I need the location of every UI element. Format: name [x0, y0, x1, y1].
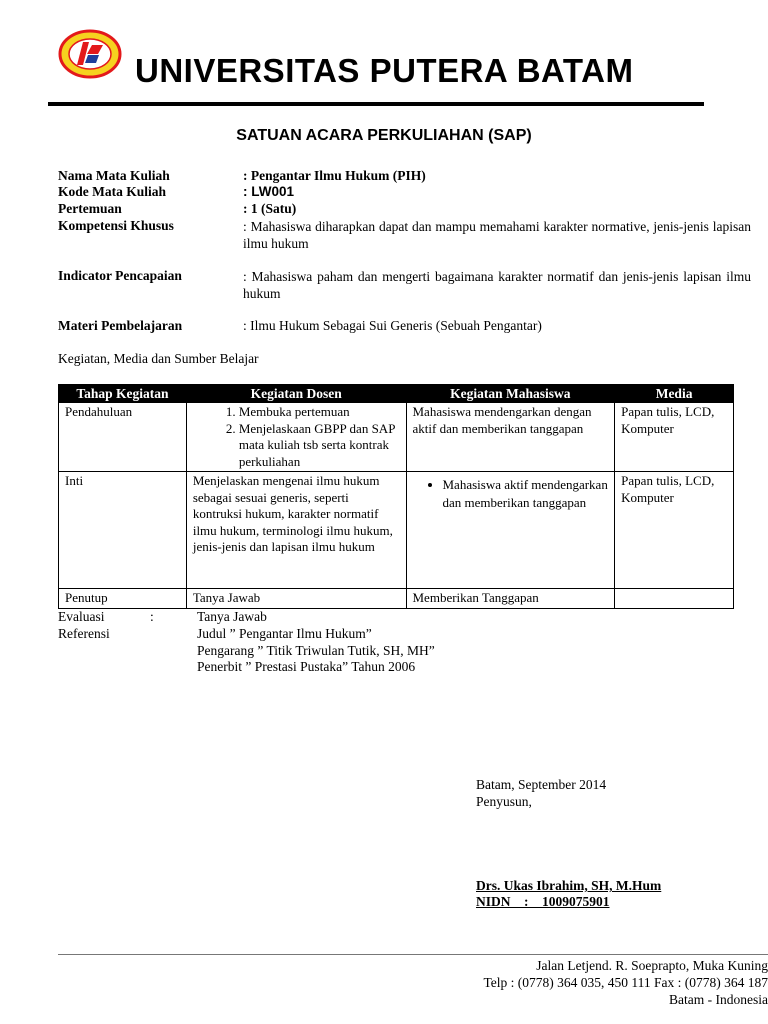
university-logo-icon [58, 28, 122, 80]
list-item: 1. Membuka pertemuan [239, 404, 400, 421]
signature-place-date: Batam, September 2014 [476, 777, 607, 792]
info-label-pertemuan: Pertemuan [58, 201, 122, 216]
referensi-pengarang: Pengarang ” Titik Triwulan Tutik, SH, MH” [197, 643, 435, 658]
info-value-indicator: : Mahasiswa paham dan mengerti bagaimana karakter normatif dan jenis-jenis lapisan ilmu hukum [243, 269, 751, 301]
referensi-judul: Judul ” Pengantar Ilmu Hukum” [197, 626, 372, 641]
header-dosen: Kegiatan Dosen [186, 385, 406, 403]
info-label-materi: Materi Pembelajaran [58, 318, 183, 333]
header-mahasiswa: Kegiatan Mahasiswa [406, 385, 615, 403]
footer-city: Batam - Indonesia [669, 992, 768, 1007]
table-row [59, 472, 734, 589]
header-divider [48, 102, 704, 106]
info-label-kode: Kode Mata Kuliah [58, 184, 167, 199]
referensi-penerbit: Penerbit ” Prestasi Pustaka” Tahun 2006 [197, 659, 416, 674]
document-title: SATUAN ACARA PERKULIAHAN (SAP) [236, 127, 532, 144]
cell-dosen: Tanya Jawab [186, 589, 406, 609]
section-title: Kegiatan, Media dan Sumber Belajar [58, 351, 259, 366]
info-value-kode: : LW001 [243, 184, 295, 199]
referensi-label: Referensi [58, 626, 110, 641]
signature-nidn: NIDN : 1009075901 [476, 894, 610, 909]
cell-tahap: Pendahuluan [59, 403, 187, 472]
evaluasi-value: Tanya Jawab [197, 609, 267, 624]
info-label-kompetensi: Kompetensi Khusus [58, 218, 174, 233]
signature-name: Drs. Ukas Ibrahim, SH, M.Hum [476, 878, 662, 893]
cell-mahasiswa [406, 472, 615, 589]
footer-address: Jalan Letjend. R. Soeprapto, Muka Kuning [536, 958, 768, 973]
info-value-materi: : Ilmu Hukum Sebagai Sui Generis (Sebuah Pengantar) [243, 318, 542, 333]
cell-mahasiswa: Memberikan Tanggapan [406, 589, 615, 609]
info-value-kompetensi: : Mahasiswa diharapkan dapat dan mampu memahami karakter normative, jenis-jenis lapisan ilmu hukum [243, 219, 751, 251]
university-name: UNIVERSITAS PUTERA BATAM [135, 52, 634, 89]
signature-role: Penyusun, [476, 794, 532, 809]
info-label-nama: Nama Mata Kuliah [58, 168, 170, 183]
evaluasi-label: Evaluasi [58, 609, 105, 624]
footer-phone: Telp : (0778) 364 035, 450 111 Fax : (0778) 364 187 [483, 975, 768, 990]
cell-dosen: Menjelaskan mengenai ilmu hukum sebagai sesuai generis, seperti kontruksi hukum, karakter normatif ilmu hukum, terminologi ilmu hukum, jenis-jenis dan lapisan ilmu hukum [186, 472, 406, 589]
header-tahap: Tahap Kegiatan [59, 385, 187, 403]
table-row [59, 403, 734, 472]
cell-tahap: Inti [59, 472, 187, 589]
info-value-nama: : Pengantar Ilmu Hukum (PIH) [243, 168, 426, 183]
cell-media: Papan tulis, LCD, Komputer [615, 472, 734, 589]
info-label-indicator: Indicator Pencapaian [58, 268, 182, 283]
info-value-pertemuan: : 1 (Satu) [243, 201, 297, 216]
evaluasi-colon: : [150, 609, 154, 624]
table-header-row [59, 385, 734, 403]
list-item: 2. Menjelaskaan GBPP dan SAP mata kuliah tsb serta kontrak perkuliahan [239, 421, 400, 471]
activity-table [58, 384, 734, 609]
cell-media [615, 589, 734, 609]
table-row [59, 589, 734, 609]
header-media: Media [615, 385, 734, 403]
cell-media: Papan tulis, LCD, Komputer [615, 403, 734, 472]
cell-dosen [186, 403, 406, 472]
cell-mahasiswa: Mahasiswa mendengarkan dengan aktif dan memberikan tanggapan [406, 403, 615, 472]
cell-tahap: Penutup [59, 589, 187, 609]
footer-divider [58, 954, 768, 955]
list-item: • Mahasiswa aktif mendengarkan dan memberikan tanggapan [443, 476, 609, 512]
